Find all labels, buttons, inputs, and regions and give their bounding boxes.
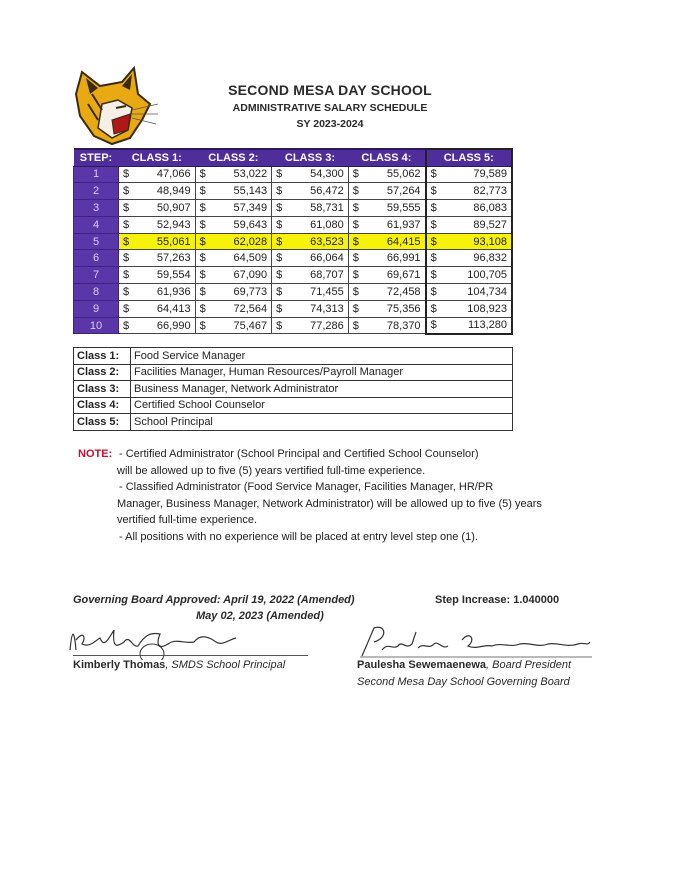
signer-left	[73, 659, 285, 671]
class-definitions-table	[73, 347, 513, 431]
currency-symbol: $	[195, 216, 209, 233]
class-label: Class 5:	[74, 414, 131, 431]
currency-symbol: $	[195, 183, 209, 200]
column-header-class-5: CLASS 5:	[426, 149, 512, 166]
salary-value-class-4: 66,991	[362, 250, 425, 267]
currency-symbol: $	[195, 300, 209, 317]
approval-date-2: May 02, 2023 (Amended)	[196, 610, 324, 622]
currency-symbol: $	[426, 267, 440, 284]
currency-symbol: $	[426, 317, 440, 334]
currency-symbol: $	[426, 216, 440, 233]
currency-symbol: $	[348, 300, 362, 317]
currency-symbol: $	[195, 284, 209, 301]
salary-value-class-4: 72,458	[362, 284, 425, 301]
table-row	[74, 183, 513, 200]
salary-value-class-2: 62,028	[209, 233, 272, 250]
class-positions: Business Manager, Network Administrator	[131, 381, 513, 398]
step-number: 10	[74, 317, 119, 334]
salary-value-class-1: 59,554	[133, 267, 196, 284]
salary-value-class-4: 75,356	[362, 300, 425, 317]
class-definition-row	[74, 381, 513, 398]
salary-value-class-4: 78,370	[362, 317, 425, 334]
salary-value-class-2: 64,509	[209, 250, 272, 267]
salary-value-class-5: 96,832	[440, 250, 512, 267]
table-row	[74, 317, 513, 334]
currency-symbol: $	[272, 267, 286, 284]
class-label: Class 4:	[74, 397, 131, 414]
salary-value-class-3: 56,472	[286, 183, 349, 200]
signature-right	[352, 620, 602, 660]
table-row	[74, 166, 513, 183]
currency-symbol: $	[272, 300, 286, 317]
currency-symbol: $	[195, 267, 209, 284]
document-title: ADMINISTRATIVE SALARY SCHEDULE	[232, 102, 428, 114]
currency-symbol: $	[348, 267, 362, 284]
salary-value-class-5: 104,734	[440, 284, 512, 301]
salary-value-class-4: 69,671	[362, 267, 425, 284]
salary-value-class-5: 108,923	[440, 300, 512, 317]
salary-value-class-5: 93,108	[440, 233, 512, 250]
currency-symbol: $	[426, 233, 440, 250]
salary-value-class-3: 74,313	[286, 300, 349, 317]
class-label: Class 2:	[74, 364, 131, 381]
salary-value-class-2: 55,143	[209, 183, 272, 200]
currency-symbol: $	[348, 284, 362, 301]
salary-value-class-3: 68,707	[286, 267, 349, 284]
step-number: 3	[74, 200, 119, 217]
table-row	[74, 216, 513, 233]
salary-value-class-2: 75,467	[209, 317, 272, 334]
class-positions: Facilities Manager, Human Resources/Payroll Manager	[131, 364, 513, 381]
currency-symbol: $	[119, 216, 133, 233]
salary-value-class-3: 77,286	[286, 317, 349, 334]
salary-value-class-1: 55,061	[133, 233, 196, 250]
step-number: 8	[74, 284, 119, 301]
table-row	[74, 267, 513, 284]
currency-symbol: $	[348, 183, 362, 200]
currency-symbol: $	[348, 200, 362, 217]
signer-left-name: Kimberly Thomas	[73, 659, 166, 671]
table-row	[74, 233, 513, 250]
currency-symbol: $	[272, 233, 286, 250]
step-number: 2	[74, 183, 119, 200]
currency-symbol: $	[426, 250, 440, 267]
currency-symbol: $	[195, 317, 209, 334]
signature-line-left	[73, 655, 308, 656]
salary-value-class-1: 47,066	[133, 166, 196, 183]
currency-symbol: $	[272, 216, 286, 233]
salary-value-class-5: 82,773	[440, 183, 512, 200]
salary-value-class-1: 52,943	[133, 216, 196, 233]
salary-value-class-3: 63,523	[286, 233, 349, 250]
salary-value-class-3: 61,080	[286, 216, 349, 233]
currency-symbol: $	[348, 317, 362, 334]
column-header-class-3: CLASS 3:	[272, 149, 349, 166]
note-line: - Classified Administrator (Food Service Manager, Facilities Manager, HR/PR	[119, 481, 494, 494]
currency-symbol: $	[195, 200, 209, 217]
salary-value-class-4: 61,937	[362, 216, 425, 233]
salary-value-class-5: 113,280	[440, 317, 512, 334]
currency-symbol: $	[119, 317, 133, 334]
salary-value-class-2: 59,643	[209, 216, 272, 233]
salary-value-class-4: 55,062	[362, 166, 425, 183]
currency-symbol: $	[119, 166, 133, 183]
salary-value-class-3: 66,064	[286, 250, 349, 267]
salary-schedule-table	[73, 148, 513, 335]
step-increase: Step Increase: 1.040000	[435, 594, 560, 606]
salary-value-class-5: 86,083	[440, 200, 512, 217]
note-line: - All positions with no experience will be placed at entry level step one (1).	[119, 530, 478, 543]
class-definition-row	[74, 397, 513, 414]
currency-symbol: $	[272, 284, 286, 301]
currency-symbol: $	[272, 183, 286, 200]
salary-value-class-4: 59,555	[362, 200, 425, 217]
note-line: - Certified Administrator (School Principal and Certified School Counselor)	[119, 448, 479, 460]
signer-right-title: , Board President	[486, 659, 572, 671]
salary-value-class-2: 72,564	[209, 300, 272, 317]
step-number: 6	[74, 250, 119, 267]
currency-symbol: $	[426, 284, 440, 301]
step-number: 5	[74, 233, 119, 250]
salary-value-class-2: 57,349	[209, 200, 272, 217]
salary-value-class-5: 89,527	[440, 216, 512, 233]
salary-value-class-4: 64,415	[362, 233, 425, 250]
class-positions: Certified School Counselor	[131, 397, 513, 414]
table-row	[74, 300, 513, 317]
step-number: 1	[74, 166, 119, 183]
salary-value-class-2: 53,022	[209, 166, 272, 183]
signer-right	[357, 659, 571, 671]
currency-symbol: $	[195, 166, 209, 183]
signer-right-name: Paulesha Sewemaenewa	[357, 659, 487, 671]
currency-symbol: $	[348, 233, 362, 250]
currency-symbol: $	[348, 250, 362, 267]
currency-symbol: $	[272, 250, 286, 267]
column-header-class-1: CLASS 1:	[119, 149, 196, 166]
bobcat-mascot-icon	[72, 64, 162, 146]
class-definition-row	[74, 364, 513, 381]
table-row	[74, 250, 513, 267]
note-line: vertified full-time experience.	[117, 514, 258, 527]
table-row	[74, 284, 513, 301]
note-body	[117, 446, 618, 546]
currency-symbol: $	[119, 250, 133, 267]
salary-value-class-1: 61,936	[133, 284, 196, 301]
salary-value-class-4: 57,264	[362, 183, 425, 200]
column-header-class-4: CLASS 4:	[348, 149, 425, 166]
class-positions: School Principal	[131, 414, 513, 431]
step-number: 4	[74, 216, 119, 233]
document-header	[180, 82, 480, 130]
note-section	[78, 446, 618, 546]
step-number: 9	[74, 300, 119, 317]
currency-symbol: $	[119, 267, 133, 284]
note-label: NOTE:	[78, 448, 113, 460]
currency-symbol: $	[272, 200, 286, 217]
school-year: SY 2023-2024	[296, 118, 364, 130]
currency-symbol: $	[195, 250, 209, 267]
class-definition-row	[74, 348, 513, 365]
salary-value-class-2: 69,773	[209, 284, 272, 301]
salary-value-class-1: 64,413	[133, 300, 196, 317]
step-number: 7	[74, 267, 119, 284]
class-label: Class 3:	[74, 381, 131, 398]
currency-symbol: $	[348, 216, 362, 233]
column-header-step: STEP:	[74, 149, 119, 166]
class-definition-row	[74, 414, 513, 431]
class-positions: Food Service Manager	[131, 348, 513, 365]
column-header-class-2: CLASS 2:	[195, 149, 272, 166]
salary-value-class-1: 57,263	[133, 250, 196, 267]
currency-symbol: $	[119, 200, 133, 217]
school-name: SECOND MESA DAY SCHOOL	[228, 82, 432, 98]
currency-symbol: $	[272, 166, 286, 183]
currency-symbol: $	[119, 300, 133, 317]
currency-symbol: $	[426, 183, 440, 200]
currency-symbol: $	[119, 233, 133, 250]
salary-value-class-3: 54,300	[286, 166, 349, 183]
salary-value-class-5: 79,589	[440, 166, 512, 183]
note-line: will be allowed up to five (5) years vertified full-time experience.	[117, 464, 426, 477]
currency-symbol: $	[426, 200, 440, 217]
approval-date-1: Governing Board Approved: April 19, 2022 (Amended)	[73, 594, 355, 606]
currency-symbol: $	[195, 233, 209, 250]
currency-symbol: $	[426, 166, 440, 183]
currency-symbol: $	[119, 183, 133, 200]
signer-right-organization: Second Mesa Day School Governing Board	[357, 676, 570, 688]
table-header-row	[74, 149, 513, 166]
salary-value-class-1: 48,949	[133, 183, 196, 200]
signer-left-title: , SMDS School Principal	[165, 659, 286, 671]
class-label: Class 1:	[74, 348, 131, 365]
currency-symbol: $	[272, 317, 286, 334]
salary-value-class-3: 71,455	[286, 284, 349, 301]
note-line: Manager, Business Manager, Network Administrator) will be allowed up to five (5) years	[117, 497, 542, 510]
currency-symbol: $	[348, 166, 362, 183]
salary-value-class-5: 100,705	[440, 267, 512, 284]
currency-symbol: $	[119, 284, 133, 301]
salary-value-class-1: 66,990	[133, 317, 196, 334]
salary-value-class-1: 50,907	[133, 200, 196, 217]
currency-symbol: $	[426, 300, 440, 317]
signature-left	[60, 620, 310, 660]
table-row	[74, 200, 513, 217]
salary-value-class-2: 67,090	[209, 267, 272, 284]
salary-value-class-3: 58,731	[286, 200, 349, 217]
